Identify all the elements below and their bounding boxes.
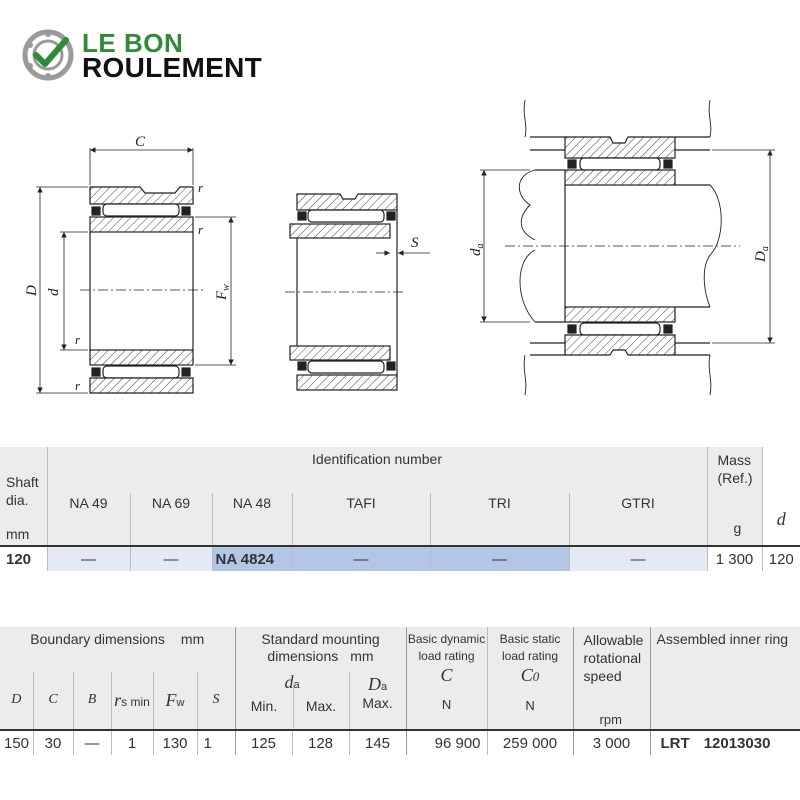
label-r-1: r xyxy=(198,180,204,195)
series-na49-label: NA 49 xyxy=(69,495,108,511)
series-na48 xyxy=(212,493,292,546)
inner-prefix: LRT xyxy=(660,734,690,752)
cell-inner xyxy=(650,730,800,755)
col-Da xyxy=(349,672,406,730)
label-r-2: r xyxy=(198,222,204,237)
figure-bearing-with-inner-ring xyxy=(36,148,236,393)
shaft-line2: dia. xyxy=(6,492,29,508)
dyn-sym: C xyxy=(440,665,453,685)
mass-unit: g xyxy=(733,520,742,536)
cell-dyn: 96 900 xyxy=(406,730,487,755)
cell-da-min: 125 xyxy=(235,730,292,755)
logo-line-2: ROULEMENT xyxy=(82,52,263,83)
col-B: B xyxy=(73,672,111,730)
cell-na49: — xyxy=(47,546,130,571)
mounting-header xyxy=(235,627,406,672)
mounting-line2: dimensions xyxy=(267,648,339,664)
dyn-unit: N xyxy=(441,697,452,712)
d-header xyxy=(762,447,800,546)
col-C: C xyxy=(33,672,73,730)
col-F xyxy=(153,672,197,730)
da-sym: d xyxy=(284,671,294,692)
series-na69 xyxy=(130,493,212,546)
boundary-title: Boundary dimensions xyxy=(30,631,165,647)
id-title: Identification number xyxy=(312,451,442,467)
label-Da xyxy=(753,246,771,263)
col-S: S xyxy=(197,672,235,730)
col-r-sub: s min xyxy=(121,694,150,709)
shaft-line1: Shaft xyxy=(6,474,39,490)
label-Da-sub: a xyxy=(760,246,771,252)
label-da xyxy=(468,244,486,257)
col-F-main: F xyxy=(165,689,177,710)
table-row xyxy=(0,546,800,571)
da-sub: a xyxy=(293,678,300,691)
label-Da-main: D xyxy=(753,251,769,262)
stat-line2: load rating xyxy=(501,649,559,663)
cell-na48: NA 4824 xyxy=(212,546,292,571)
dimensions-table xyxy=(0,627,800,755)
label-da-main: d xyxy=(468,248,484,256)
label-C: C xyxy=(135,134,146,150)
cell-mass: 1 300 xyxy=(707,546,762,571)
speed-line3: speed xyxy=(583,668,622,684)
dyn-header xyxy=(406,627,487,730)
d-label: d xyxy=(776,509,786,529)
label-Fw-main: F xyxy=(214,290,230,300)
cell-speed: 3 000 xyxy=(573,730,650,755)
speed-unit: rpm xyxy=(599,712,622,727)
cell-shaft: 120 xyxy=(0,546,47,571)
label-d: d xyxy=(46,288,62,296)
speed-line1: Allowable xyxy=(583,632,644,648)
cell-Da-max: 145 xyxy=(349,730,406,755)
stat-sym-sub: 0 xyxy=(532,669,540,684)
series-tafi-label: TAFI xyxy=(346,495,376,511)
cell-d: 120 xyxy=(762,546,800,571)
series-gtri-label: GTRI xyxy=(621,495,655,511)
cell-tri: — xyxy=(430,546,569,571)
figure-bearing-without-inner-ring xyxy=(285,194,430,390)
dyn-line2: load rating xyxy=(418,649,475,663)
cell-B: — xyxy=(73,730,111,755)
mounting-unit: mm xyxy=(350,648,374,664)
da-min-label: Min. xyxy=(250,697,278,714)
cell-stat: 259 000 xyxy=(487,730,573,755)
mass-header xyxy=(707,447,762,546)
cell-gtri: — xyxy=(569,546,707,571)
cell-tafi: — xyxy=(292,546,430,571)
col-da xyxy=(235,672,349,730)
cell-D: 150 xyxy=(0,730,33,755)
series-na69-label: NA 69 xyxy=(151,495,191,511)
col-D: D xyxy=(11,692,22,708)
series-tri-label: TRI xyxy=(488,495,511,511)
dyn-line1: Basic dynamic xyxy=(407,632,486,646)
da-max-label: Max. xyxy=(305,697,337,714)
col-r-main: r xyxy=(114,689,122,710)
label-da-sub: a xyxy=(475,243,486,249)
logo-line-1: LE BON xyxy=(82,28,184,58)
identification-table xyxy=(0,447,800,571)
label-Fw-sub: w xyxy=(221,284,232,291)
Da-sub: a xyxy=(380,680,388,693)
shaft-unit: mm xyxy=(6,526,30,542)
series-gtri xyxy=(569,493,707,546)
stat-unit: N xyxy=(525,698,535,713)
inner-code: 12013030 xyxy=(703,734,771,752)
mounting-line1: Standard mounting xyxy=(261,631,380,647)
stat-line1: Basic static xyxy=(499,632,561,646)
shaft-header xyxy=(0,447,47,546)
cell-C: 30 xyxy=(33,730,73,755)
inner-ring-header xyxy=(650,627,800,730)
cell-da-max: 128 xyxy=(292,730,349,755)
mass-line1: Mass xyxy=(717,452,751,468)
series-na49 xyxy=(47,493,130,546)
Da-sym: D xyxy=(367,673,381,694)
inner-title: Assembled inner ring xyxy=(656,631,789,647)
col-F-sub: w xyxy=(176,696,185,709)
label-D: D xyxy=(24,285,40,296)
series-tafi xyxy=(292,493,430,546)
cell-S: 1 xyxy=(197,730,235,755)
mass-line2: (Ref.) xyxy=(717,470,753,486)
cell-na69: — xyxy=(130,546,212,571)
speed-header xyxy=(573,627,650,730)
id-title-cell xyxy=(47,447,707,493)
label-S: S xyxy=(411,235,419,251)
label-Fw xyxy=(214,284,232,301)
stat-header xyxy=(487,627,573,730)
label-r-3: r xyxy=(75,332,81,347)
series-tri xyxy=(430,493,569,546)
speed-line2: rotational xyxy=(583,650,642,666)
col-r xyxy=(111,672,153,730)
stat-sym: C xyxy=(520,665,533,685)
boundary-header xyxy=(0,627,235,672)
series-na48-label: NA 48 xyxy=(232,495,272,511)
label-r-4: r xyxy=(75,378,81,393)
boundary-unit: mm xyxy=(180,631,205,647)
Da-max-label: Max. xyxy=(362,694,393,711)
table-row xyxy=(0,730,800,755)
cell-Fw: 130 xyxy=(153,730,197,755)
cell-r: 1 xyxy=(111,730,153,755)
figure-mounting-arrangement xyxy=(480,100,775,395)
